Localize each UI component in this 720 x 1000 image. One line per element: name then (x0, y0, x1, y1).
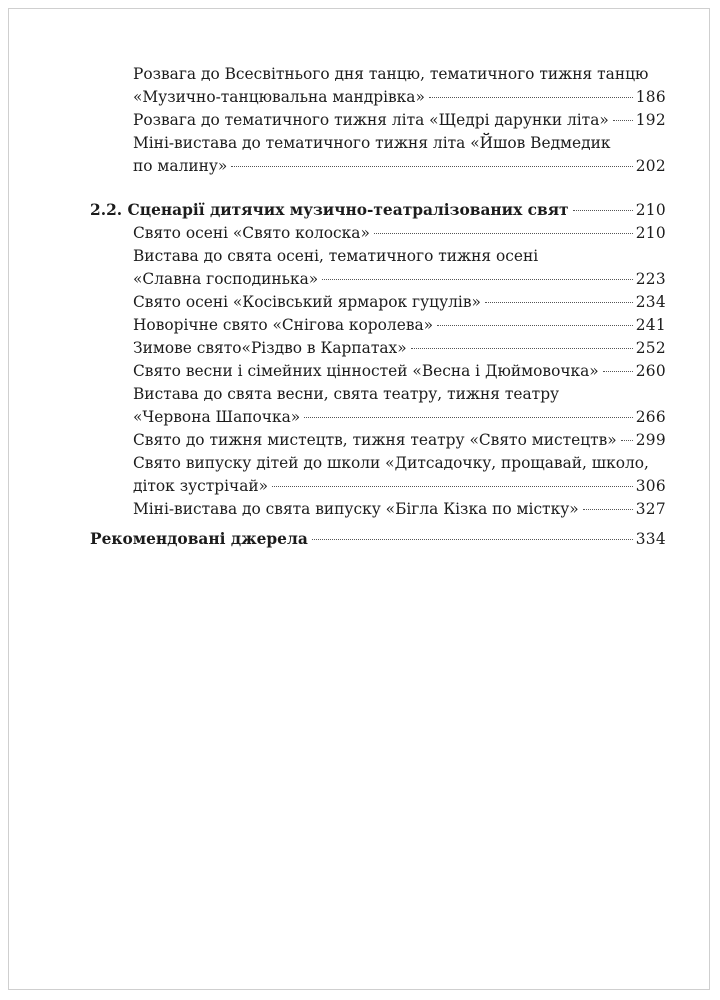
toc-section-heading[interactable] (90, 528, 666, 551)
dot-leader (603, 371, 633, 372)
dot-leader (485, 302, 633, 303)
toc-entry-text: Свято до тижня мистецтв, тижня театру «Свято мистецтв» (133, 431, 617, 449)
toc-entry[interactable] (90, 291, 666, 314)
page-number: 186 (635, 88, 666, 106)
toc-section-heading[interactable] (90, 199, 666, 222)
dot-leader (621, 440, 633, 441)
page-number: 210 (635, 224, 666, 242)
toc-entry[interactable] (90, 429, 666, 452)
section-title: 2.2. Сценарії дитячих музично-театралізованих свят (90, 201, 569, 219)
toc-entry-text: Свято осені «Свято колоска» (133, 224, 370, 242)
page-number: 210 (635, 201, 666, 219)
toc-entry[interactable] (90, 452, 666, 498)
dot-leader (231, 166, 632, 167)
toc-entry[interactable] (90, 498, 666, 521)
toc-entry-text: по малину» (133, 157, 228, 175)
dot-leader (312, 539, 633, 540)
page-number: 334 (635, 530, 666, 548)
toc-entry[interactable] (90, 222, 666, 245)
toc-entry[interactable] (90, 109, 666, 132)
dot-leader (573, 210, 633, 211)
page-number: 299 (635, 431, 666, 449)
toc-entry-text: «Славна господинька» (133, 270, 319, 288)
toc-entry-text: Свято випуску дітей до школи «Дитсадочку, прощавай, школо, (133, 454, 649, 472)
page-number: 192 (635, 111, 666, 129)
dot-leader (304, 417, 633, 418)
toc-entry[interactable] (90, 314, 666, 337)
page-number: 306 (635, 477, 666, 495)
section-title: Рекомендовані джерела (90, 530, 308, 548)
page-number: 202 (635, 157, 666, 175)
page-number: 234 (635, 293, 666, 311)
dot-leader (374, 233, 633, 234)
toc-entry-text: Новорічне свято «Снігова королева» (133, 316, 434, 334)
dot-leader (322, 279, 633, 280)
toc-entry[interactable] (90, 63, 666, 109)
dot-leader (437, 325, 633, 326)
toc-entry[interactable] (90, 337, 666, 360)
toc-entry-text: Міні-вистава до тематичного тижня літа «Йшов Ведмедик (133, 134, 611, 152)
toc-entry[interactable] (90, 360, 666, 383)
toc-entry-text: «Музично-танцювальна мандрівка» (133, 88, 425, 106)
toc-entry-text: Зимове свято«Різдво в Карпатах» (133, 339, 407, 357)
page-number: 241 (635, 316, 666, 334)
page-number: 266 (635, 408, 666, 426)
toc-entry[interactable] (90, 383, 666, 429)
page-number: 260 (635, 362, 666, 380)
dot-leader (429, 97, 633, 98)
toc-entry-text: Міні-вистава до свята випуску «Бігла Кізка по містку» (133, 500, 579, 518)
toc-entry-text: діток зустрічай» (133, 477, 269, 495)
toc-entry-text: Вистава до свята осені, тематичного тижня осені (133, 247, 539, 265)
toc-entry[interactable] (90, 132, 666, 178)
dot-leader (583, 509, 633, 510)
dot-leader (272, 486, 633, 487)
dot-leader (411, 348, 633, 349)
toc-entry-text: Розвага до тематичного тижня літа «Щедрі дарунки літа» (133, 111, 609, 129)
table-of-contents (90, 63, 666, 551)
toc-entry-text: Розвага до Всесвітнього дня танцю, тематичного тижня танцю (133, 65, 649, 83)
toc-entry-text: Свято осені «Косівський ярмарок гуцулів» (133, 293, 481, 311)
dot-leader (613, 120, 633, 121)
toc-entry-text: «Червона Шапочка» (133, 408, 301, 426)
toc-entry[interactable] (90, 245, 666, 291)
page-number: 223 (635, 270, 666, 288)
toc-entry-text: Вистава до свята весни, свята театру, тижня театру (133, 385, 560, 403)
toc-entry-text: Свято весни і сімейних цінностей «Весна і Дюймовочка» (133, 362, 599, 380)
page-number: 252 (635, 339, 666, 357)
page-number: 327 (635, 500, 666, 518)
